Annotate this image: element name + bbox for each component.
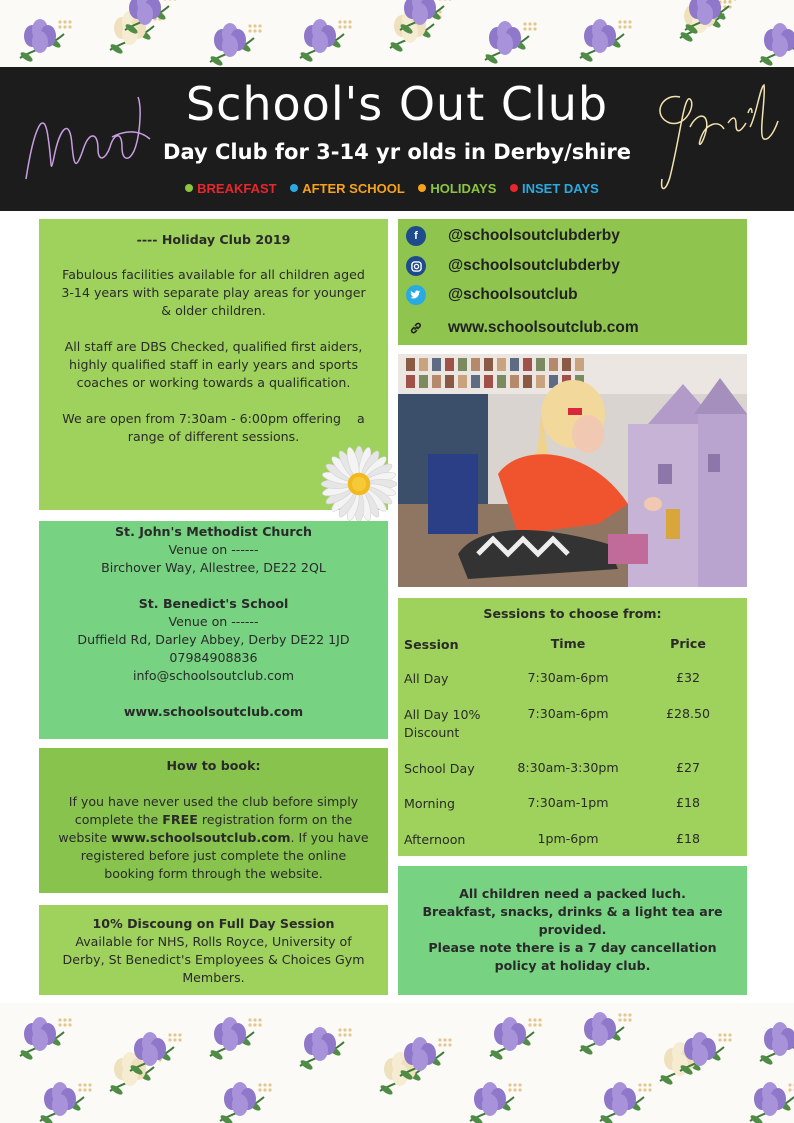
holiday-club-title: ---- Holiday Club 2019	[136, 232, 291, 247]
phone-number: 07984908836	[169, 650, 258, 665]
purple-flower-icon	[759, 1022, 794, 1066]
venue1-dates: Venue on ------	[168, 542, 259, 557]
venue2-name: St. Benedict's School	[138, 596, 289, 611]
facilities-text: Fabulous facilities available for all children aged 3-14 years with separate play areas for younger & older children.	[61, 267, 366, 318]
session-price: £27	[675, 760, 701, 775]
purple-flower-icon	[299, 1027, 351, 1071]
purple-flower-icon	[209, 1017, 261, 1061]
venue2-address: Duffield Rd, Darley Abbey, Derby DE22 1JD	[77, 632, 350, 647]
session-name: Morning	[404, 796, 455, 811]
session-name: Afternoon	[404, 832, 466, 847]
twitter-icon	[406, 285, 426, 305]
website-link[interactable]: www.schoolsoutclub.com	[123, 704, 304, 719]
session-price: £18	[675, 831, 701, 846]
category-breakfast: BREAKFAST	[185, 181, 276, 196]
session-time: 7:30am-6pm	[527, 706, 609, 721]
purple-flower-icon	[19, 1017, 71, 1061]
purple-flower-icon	[39, 1082, 91, 1123]
bullet-dot	[185, 184, 193, 192]
header-time: Time	[550, 636, 586, 651]
social-links-panel	[398, 219, 747, 345]
session-time: 7:30am-6pm	[527, 670, 609, 685]
venue1-address: Birchover Way, Allestree, DE22 2QL	[101, 560, 326, 575]
sessions-table-panel	[398, 598, 747, 856]
booking-website-link[interactable]: www.schoolsoutclub.com	[111, 830, 291, 845]
facebook-link[interactable]: f @schoolsoutclubderby	[406, 226, 620, 246]
session-time: 1pm-6pm	[537, 831, 599, 846]
session-time: 7:30am-1pm	[527, 795, 609, 810]
sessions-title: Sessions to choose from:	[483, 606, 662, 621]
header-price: Price	[670, 636, 706, 651]
session-name: All Day	[404, 671, 449, 686]
venues-panel	[39, 521, 388, 739]
purple-flower-icon	[599, 1082, 651, 1123]
opening-hours-text: We are open from 7:30am - 6:00pm offering a range of different sessions.	[62, 411, 369, 444]
cancellation-policy-note: Please note there is a 7 day cancellation policy at holiday club.	[428, 940, 717, 973]
twitter-link[interactable]: @schoolsoutclub	[406, 285, 578, 305]
category-after-school: AFTER SCHOOL	[290, 181, 405, 196]
floral-pattern-bottom	[0, 1003, 794, 1123]
purple-flower-icon	[219, 1082, 271, 1123]
purple-flower-icon	[679, 1032, 731, 1076]
bullet-dot	[510, 184, 518, 192]
purple-flower-icon	[399, 1037, 451, 1081]
venue2-dates: Venue on ------	[168, 614, 259, 629]
website-social-link[interactable]: www.schoolsoutclub.com	[406, 318, 639, 338]
purple-flower-icon	[489, 1017, 541, 1061]
free-emphasis: FREE	[162, 812, 198, 827]
purple-flower-icon	[579, 19, 631, 63]
club-title: School's Out Club	[185, 77, 609, 131]
purple-flower-icon	[579, 1012, 631, 1056]
purple-flower-icon	[759, 23, 794, 67]
discount-text: Available for NHS, Rolls Royce, University of Derby, St Benedict's Employees & Choices Gym Members.	[62, 934, 365, 985]
link-icon	[406, 318, 426, 338]
facebook-icon: f	[406, 226, 426, 246]
session-name: All Day 10% Discount	[404, 707, 481, 740]
purple-flower-icon	[19, 19, 71, 63]
food-provided-note: Breakfast, snacks, drinks & a light tea are provided.	[422, 904, 723, 937]
floral-border-top	[0, 0, 794, 67]
purple-flower-icon	[129, 1032, 181, 1076]
how-to-book-text: If you have never used the club before simply complete the FREE registration form on the website www.schoolsoutclub.com. If you have registered before just complete the online booking form through the website.	[58, 794, 369, 881]
how-to-book-panel	[39, 748, 388, 893]
packed-lunch-note: All children need a packed luch.	[459, 886, 686, 901]
header-session: Session	[404, 637, 459, 652]
floral-pattern-top	[0, 0, 794, 67]
daisy-flower-image	[318, 443, 400, 525]
category-list	[0, 181, 794, 196]
venue1-name: St. John's Methodist Church	[114, 524, 313, 539]
session-price: £18	[675, 795, 701, 810]
category-inset-days: INSET DAYS	[510, 181, 599, 196]
purple-flower-icon	[484, 21, 536, 65]
floral-border-bottom	[0, 1003, 794, 1123]
email-address[interactable]: info@schoolsoutclub.com	[132, 668, 295, 683]
child-playing-photo	[398, 354, 747, 587]
session-price: £32	[675, 670, 701, 685]
purple-flower-icon	[209, 23, 261, 67]
purple-flower-icon	[469, 1082, 521, 1123]
header-banner	[0, 67, 794, 211]
bullet-dot	[418, 184, 426, 192]
session-price: £28.50	[665, 706, 711, 721]
instagram-link[interactable]: @schoolsoutclubderby	[406, 256, 620, 276]
session-name: School Day	[404, 761, 475, 776]
session-time: 8:30am-3:30pm	[517, 760, 619, 775]
notes-panel	[398, 866, 747, 995]
how-to-book-title: How to book:	[166, 758, 261, 773]
discount-title: 10% Discoung on Full Day Session	[92, 916, 335, 931]
club-subtitle: Day Club for 3-14 yr olds in Derby/shire	[163, 140, 631, 164]
category-holidays: HOLIDAYS	[418, 181, 496, 196]
staff-text: All staff are DBS Checked, qualified first aiders, highly qualified staff in early years and sports coaches or working towards a qualification.	[64, 339, 363, 390]
instagram-icon	[406, 256, 426, 276]
purple-flower-icon	[299, 19, 351, 63]
bullet-dot	[290, 184, 298, 192]
purple-flower-icon	[749, 1082, 794, 1123]
discount-panel	[39, 905, 388, 995]
